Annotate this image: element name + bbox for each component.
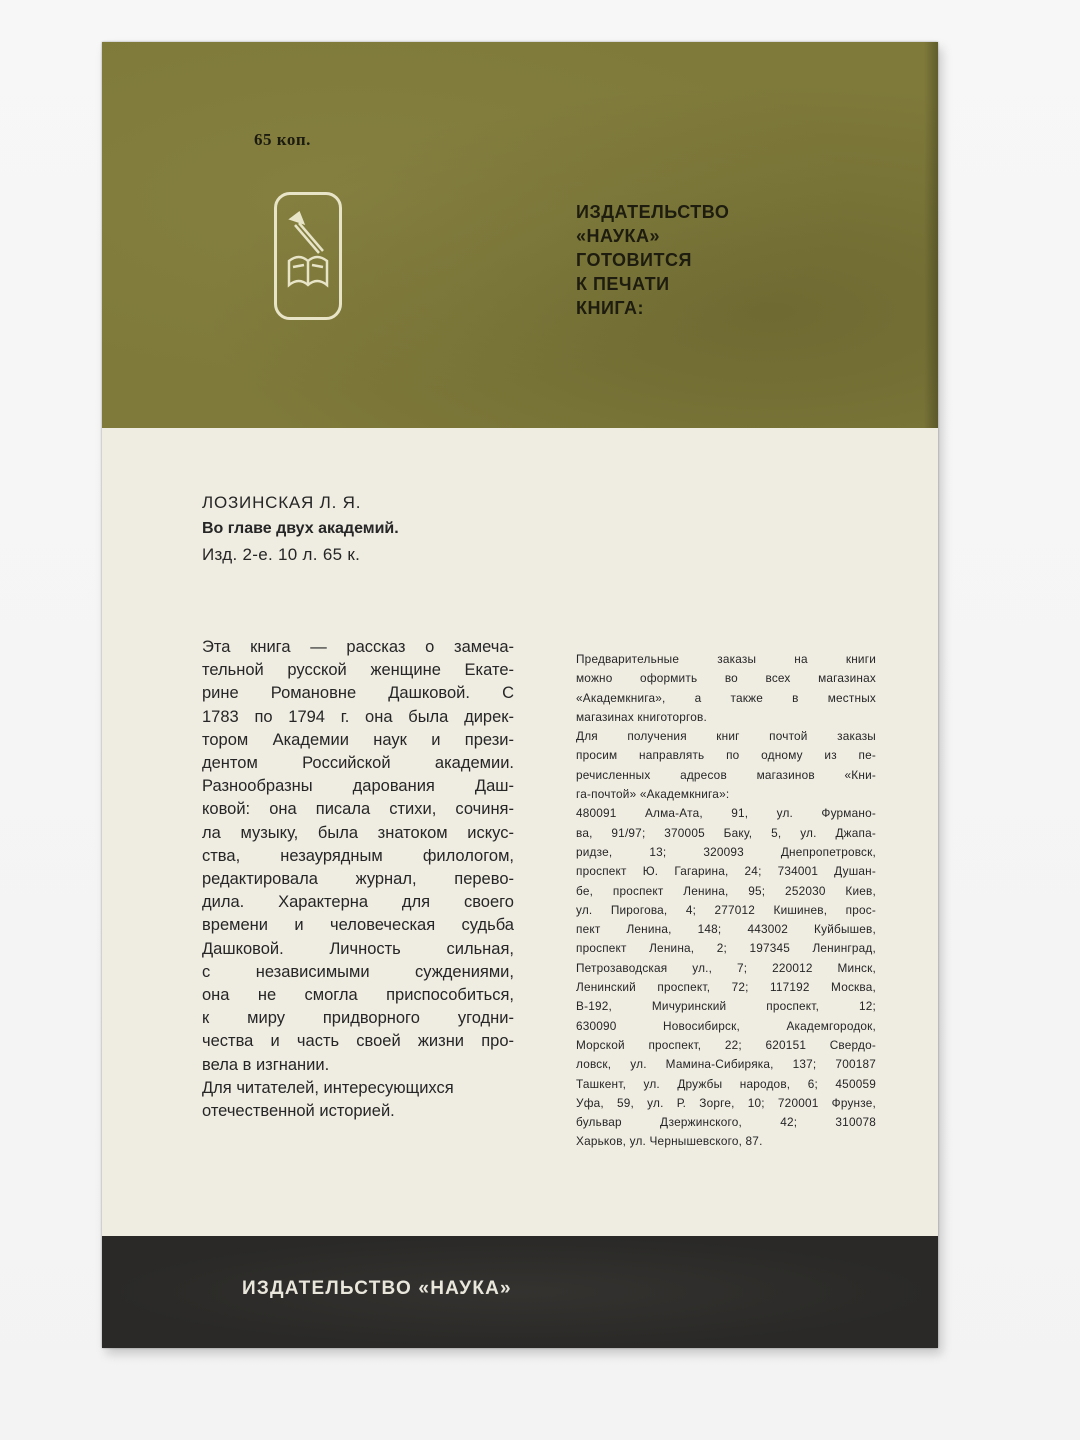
orders-line: просим направлять по одному из пе-	[576, 748, 876, 763]
description-line: Дашковой. Личность сильная,	[202, 939, 514, 958]
orders-line: Предварительные заказы на книги	[576, 652, 876, 666]
orders-line: бульвар Дзержинского, 42; 310078	[576, 1115, 876, 1130]
orders-line: проспект Ю. Гагарина, 24; 734001 Душан-	[576, 864, 876, 879]
description-line: рине Романовне Дашковой. С	[202, 684, 514, 703]
description-line: дила. Характерна для своего	[202, 893, 514, 912]
orders-line: Ташкент, ул. Дружбы народов, 6; 450059	[576, 1076, 876, 1091]
book-entry	[202, 490, 399, 568]
publisher-name: ИЗДАТЕЛЬСТВО «НАУКА»	[242, 1278, 512, 1299]
description-line: редактировала журнал, перево-	[202, 870, 514, 889]
book-description	[202, 636, 514, 1123]
orders-line: Морской проспект, 22; 620151 Свердо-	[576, 1037, 876, 1052]
orders-line: 630090 Новосибирск, Академгородок,	[576, 1018, 876, 1033]
orders-line: пект Ленина, 148; 443002 Куйбышев,	[576, 922, 876, 937]
announcement-line: К ПЕЧАТИ	[576, 274, 670, 294]
orders-line: магазинах книготоргов.	[576, 709, 707, 724]
orders-line: Петрозаводская ул., 7; 220012 Минск,	[576, 960, 876, 975]
description-line: ства, незаурядным филологом,	[202, 846, 514, 865]
orders-line: «Академкнига», а также в местных	[576, 690, 876, 705]
description-line: тельной русской женщине Екате-	[202, 661, 514, 680]
book-title: Во главе двух академий.	[202, 520, 399, 537]
description-line: тором Академии наук и прези-	[202, 730, 514, 749]
announcement-line: ИЗДАТЕЛЬСТВО	[576, 202, 730, 222]
orders-line: можно оформить во всех магазинах	[576, 671, 876, 686]
description-line: к миру придворного угодни-	[202, 1009, 514, 1028]
publisher-logo	[274, 192, 342, 320]
announcement-line: ГОТОВИТСЯ	[576, 250, 692, 270]
orders-line: Ленинский проспект, 72; 117192 Москва,	[576, 980, 876, 995]
description-line: Для читателей, интересующихся	[202, 1078, 454, 1097]
orders-line: речисленных адресов магазинов «Кни-	[576, 767, 876, 782]
cover-top-band	[102, 42, 938, 428]
orders-line: проспект Ленина, 2; 197345 Ленинград,	[576, 941, 876, 956]
description-line: чества и часть своей жизни про-	[202, 1032, 514, 1051]
publisher-emblem-icon	[277, 195, 339, 317]
book-back-cover	[102, 42, 938, 1348]
description-line: вела в изгнании.	[202, 1055, 330, 1074]
description-line: ла музыку, была знатоком искус-	[202, 823, 514, 842]
cover-middle-panel	[102, 428, 938, 1236]
description-line: она не смогла приспособиться,	[202, 986, 514, 1005]
description-line: Эта книга — рассказ о замеча-	[202, 638, 514, 656]
price-label: 65 коп.	[254, 130, 311, 149]
description-line: 1783 по 1794 г. она была дирек-	[202, 707, 514, 726]
orders-line: га-почтой» «Академкнига»:	[576, 787, 730, 802]
orders-line: В-192, Мичуринский проспект, 12;	[576, 999, 876, 1014]
description-line: отечественной историей.	[202, 1102, 395, 1121]
forthcoming-announcement	[576, 200, 796, 320]
orders-line: бе, проспект Ленина, 95; 252030 Киев,	[576, 883, 876, 898]
description-line: ковой: она писала стихи, сочиня-	[202, 800, 514, 819]
orders-line: ва, 91/97; 370005 Баку, 5, ул. Джапа-	[576, 825, 876, 840]
announcement-line: «НАУКА»	[576, 226, 661, 246]
orders-line: Харьков, ул. Чернышевского, 87.	[576, 1134, 763, 1149]
description-line: с независимыми суждениями,	[202, 962, 514, 981]
description-line: Разнообразны дарования Даш-	[202, 777, 514, 796]
cover-bottom-band	[102, 1236, 938, 1348]
book-edition: Изд. 2-е. 10 л. 65 к.	[202, 545, 361, 564]
orders-line: ловск, ул. Мамина-Сибиряка, 137; 700187	[576, 1057, 876, 1072]
description-line: времени и человеческая судьба	[202, 916, 514, 935]
announcement-line: КНИГА:	[576, 298, 644, 318]
orders-line: Уфа, 59, ул. Р. Зорге, 10; 720001 Фрунзе,	[576, 1095, 876, 1110]
book-author: ЛОЗИНСКАЯ Л. Я.	[202, 493, 362, 512]
orders-line: ул. Пирогова, 4; 277012 Кишинев, прос-	[576, 902, 876, 917]
orders-line: ридзе, 13; 320093 Днепропетровск,	[576, 844, 876, 859]
orders-line: Для получения книг почтой заказы	[576, 729, 876, 744]
orders-info	[576, 650, 876, 1152]
description-line: дентом Российской академии.	[202, 754, 514, 773]
orders-line: 480091 Алма-Ата, 91, ул. Фурмано-	[576, 806, 876, 821]
